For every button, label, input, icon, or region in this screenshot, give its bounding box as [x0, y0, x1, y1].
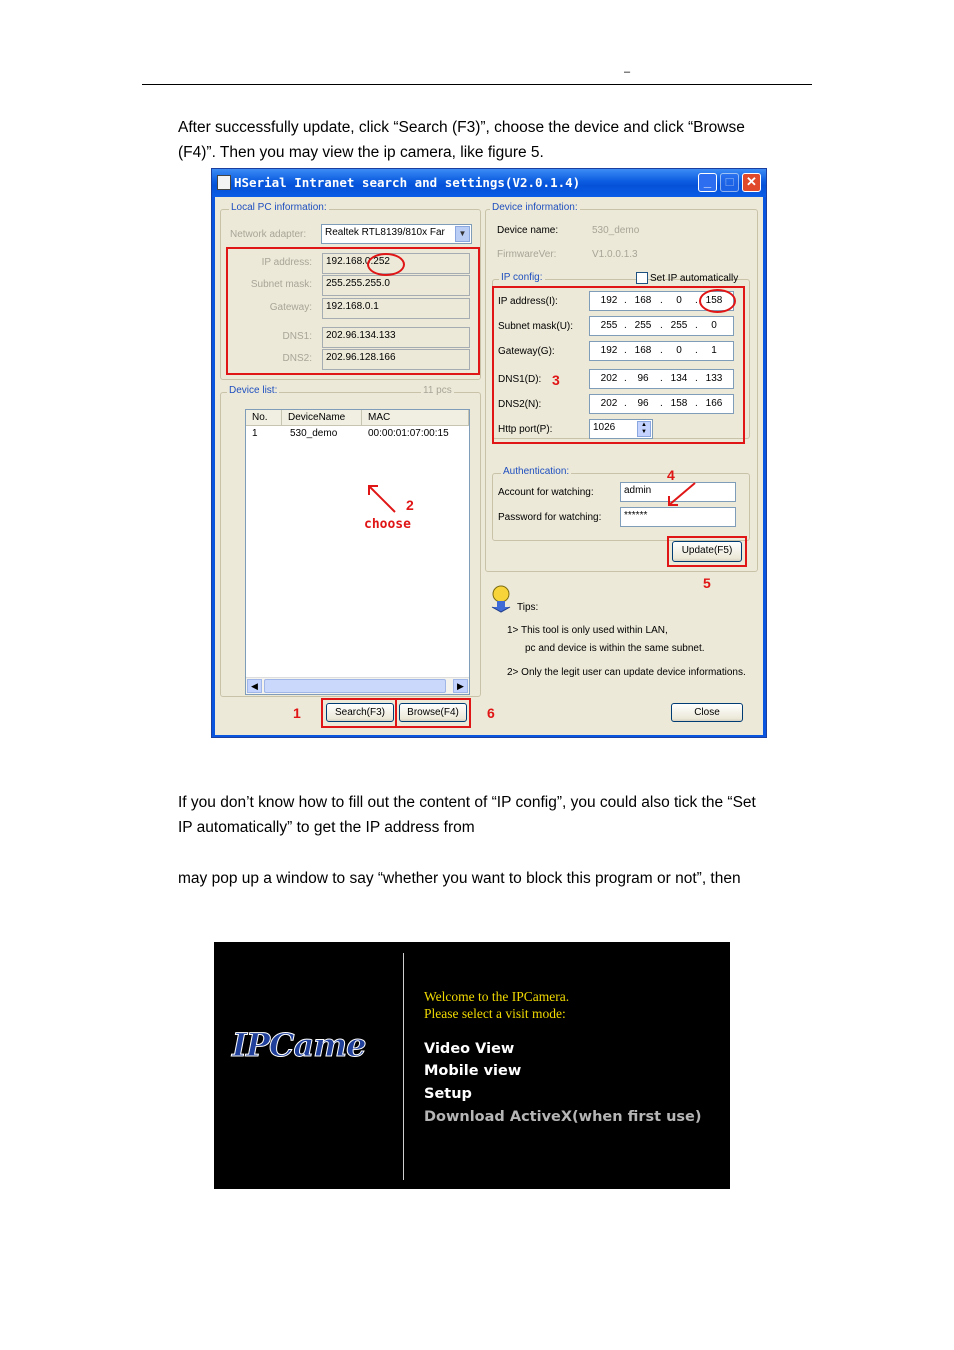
- update-button[interactable]: Update(F5): [672, 541, 742, 562]
- app-icon: [217, 175, 231, 190]
- browse-button[interactable]: Browse(F4): [399, 703, 467, 722]
- dns1-label: DNS1(D):: [498, 374, 542, 385]
- network-adapter-label: Network adapter:: [230, 229, 307, 240]
- chevron-down-icon[interactable]: ▼: [455, 226, 470, 242]
- gateway-label: Gateway(G):: [498, 346, 555, 357]
- ip-octet-4: 158: [705, 295, 723, 306]
- device-list[interactable]: [245, 409, 470, 695]
- dns1-octet-3: 134: [670, 373, 688, 384]
- gateway-octet-4: 1: [711, 345, 717, 356]
- paragraph-3: [178, 866, 818, 891]
- column-header-mac[interactable]: MAC: [362, 410, 469, 426]
- horizontal-scrollbar[interactable]: [246, 677, 469, 694]
- maximize-button[interactable]: □: [720, 173, 739, 192]
- tips-line-3: 2> Only the legit user can update device informations.: [507, 667, 746, 678]
- device-name-label: Device name:: [497, 225, 559, 236]
- local-ip-label: IP address:: [261, 257, 312, 268]
- local-gateway-label: Gateway:: [269, 302, 312, 313]
- dns2-octet-1: 202: [600, 398, 618, 409]
- paragraph-2-line-1: If you don’t know how to fill out the content of “IP config”, you could also tick the “Set: [178, 794, 756, 811]
- local-mask-label: Subnet mask:: [250, 279, 312, 290]
- network-adapter-select[interactable]: [321, 224, 472, 244]
- tips-line-2: pc and device is within the same subnet.: [525, 643, 705, 654]
- tips-line-1: 1> This tool is only used within LAN,: [507, 625, 668, 636]
- ip-config-group-title: IP config:: [501, 272, 543, 283]
- highlight-circle-ip: [699, 289, 736, 313]
- search-settings-dialog: [211, 168, 767, 738]
- annotation-number-1: 1: [293, 705, 301, 721]
- highlight-circle-local-ip: [367, 253, 405, 276]
- dns2-field[interactable]: 202 . 96 . 158 . 166: [589, 394, 734, 414]
- dns1-octet-2: 96: [637, 373, 649, 384]
- highlight-box-update: [667, 536, 747, 567]
- firmware-value: V1.0.0.1.3: [592, 249, 638, 260]
- account-input[interactable]: admin: [620, 482, 736, 502]
- set-ip-auto-label: Set IP automatically: [650, 273, 739, 284]
- highlight-box-search: [321, 698, 397, 728]
- row-mac: 00:00:01:07:00:15: [368, 428, 449, 439]
- setup-link[interactable]: Setup: [424, 1086, 472, 1102]
- local-dns2-label: DNS2:: [282, 353, 312, 364]
- local-pc-group-title: Local PC information:: [231, 202, 327, 213]
- network-adapter-value: Realtek RTL8139/810x Far: [325, 227, 445, 238]
- row-device-name: 530_demo: [290, 428, 338, 439]
- mask-octet-2: 255: [634, 320, 652, 331]
- paragraph-3-line-1: may pop up a window to say “whether you want to block this program or not”, then: [178, 870, 741, 887]
- dns2-label: DNS2(N):: [498, 399, 542, 410]
- highlight-box-browse: [395, 698, 471, 728]
- account-label: Account for watching:: [498, 487, 594, 498]
- local-dns2-field: 202.96.128.166: [322, 349, 470, 370]
- http-port-label: Http port(P):: [498, 424, 553, 435]
- scroll-left-icon[interactable]: ◀: [247, 679, 262, 693]
- dns2-octet-2: 96: [637, 398, 649, 409]
- ipcamera-logo: IPCame: [232, 1026, 366, 1064]
- paragraph-1-line-1: After successfully update, click “Search (F3)”, choose the device and click “Browse: [178, 119, 745, 136]
- dns2-octet-4: 166: [705, 398, 723, 409]
- dialog-titlebar: [212, 169, 766, 197]
- close-button[interactable]: Close: [671, 703, 743, 722]
- firmware-label: FirmwareVer:: [497, 249, 557, 260]
- annotation-number-2: 2: [406, 497, 414, 513]
- search-button[interactable]: Search(F3): [326, 703, 394, 722]
- dns2-octet-3: 158: [670, 398, 688, 409]
- column-header-devicename[interactable]: DeviceName: [282, 410, 362, 426]
- annotation-number-6: 6: [487, 705, 495, 721]
- header-rule: [142, 84, 812, 85]
- gateway-octet-2: 168: [634, 345, 652, 356]
- local-mask-field: 255.255.255.0: [322, 275, 470, 296]
- local-ip-value-prefix: 192.168.0.: [326, 256, 374, 267]
- password-label: Password for watching:: [498, 512, 602, 523]
- set-ip-auto-checkbox[interactable]: [636, 272, 648, 284]
- device-info-group-title: Device information:: [492, 202, 578, 213]
- paragraph-2-line-2: IP automatically” to get the IP address from: [178, 819, 475, 836]
- annotation-number-3: 3: [552, 372, 560, 388]
- paragraph-1: [178, 115, 818, 165]
- highlight-box-local-ip: [226, 247, 480, 375]
- gateway-octet-1: 192: [600, 345, 618, 356]
- column-header-no[interactable]: No.: [246, 410, 282, 426]
- dialog-client-area: [215, 197, 763, 735]
- password-input[interactable]: ******: [620, 507, 736, 527]
- download-activex-link[interactable]: Download ActiveX(when first use): [424, 1109, 702, 1125]
- gateway-field[interactable]: 192 . 168 . 0 . 1: [589, 341, 734, 361]
- minimize-button[interactable]: _: [698, 173, 717, 192]
- scroll-thumb[interactable]: [264, 679, 446, 693]
- http-port-value: 1026: [593, 422, 616, 433]
- window-close-button[interactable]: ✕: [742, 173, 761, 192]
- welcome-line-2: Please select a visit mode:: [424, 1006, 566, 1021]
- ip-label: IP address(I):: [498, 296, 558, 307]
- ip-field[interactable]: 192 . 168 . 0 . 158: [589, 291, 734, 311]
- dns1-octet-4: 133: [705, 373, 723, 384]
- authentication-group-title: Authentication:: [503, 466, 570, 477]
- annotation-choose: choose: [364, 517, 411, 532]
- row-no: 1: [252, 428, 258, 439]
- local-dns1-field: 202.96.134.133: [322, 327, 470, 348]
- panel-divider: [403, 953, 404, 1180]
- tips-title: Tips:: [517, 602, 539, 613]
- table-row[interactable]: [246, 427, 469, 441]
- mask-octet-1: 255: [600, 320, 618, 331]
- mask-octet-4: 0: [711, 320, 717, 331]
- mobile-view-link[interactable]: Mobile view: [424, 1063, 522, 1079]
- local-gateway-field: 192.168.0.1: [322, 298, 470, 319]
- welcome-line-1: Welcome to the IPCamera.: [424, 989, 570, 1004]
- dialog-title: HSerial Intranet search and settings(V2.0.1.4): [234, 175, 581, 190]
- ip-octet-3: 0: [676, 295, 682, 306]
- annotation-number-5: 5: [703, 575, 711, 591]
- device-list-group-title: Device list:: [229, 385, 278, 396]
- device-name-value: 530_demo: [592, 225, 640, 236]
- dns1-octet-1: 202: [600, 373, 618, 384]
- ipcamera-welcome-panel: [214, 942, 730, 1189]
- local-dns1-label: DNS1:: [282, 331, 312, 342]
- gateway-octet-3: 0: [676, 345, 682, 356]
- paragraph-1-line-2: (F4)”. Then you may view the ip camera, like figure 5.: [178, 144, 544, 161]
- ip-octet-2: 168: [634, 295, 652, 306]
- dns1-field[interactable]: 202 . 96 . 134 . 133: [589, 369, 734, 389]
- mask-label: Subnet mask(U):: [498, 321, 574, 332]
- mask-octet-3: 255: [670, 320, 688, 331]
- spin-arrows-icon[interactable]: ▲ ▼: [637, 421, 651, 437]
- mask-field[interactable]: 255 . 255 . 255 . 0: [589, 316, 734, 336]
- device-count: 11 pcs: [423, 385, 452, 396]
- annotation-arrow-4: [663, 479, 703, 511]
- ip-octet-1: 192: [600, 295, 618, 306]
- local-ip-value-suffix: 252: [373, 256, 390, 267]
- annotation-arrow-2: [365, 482, 405, 518]
- annotation-number-4: 4: [667, 467, 675, 483]
- scroll-right-icon[interactable]: ▶: [453, 679, 468, 693]
- paragraph-2: [178, 790, 818, 840]
- header-dash: –: [624, 66, 631, 78]
- tips-bulb-icon: [490, 585, 512, 613]
- video-view-link[interactable]: Video View: [424, 1041, 515, 1057]
